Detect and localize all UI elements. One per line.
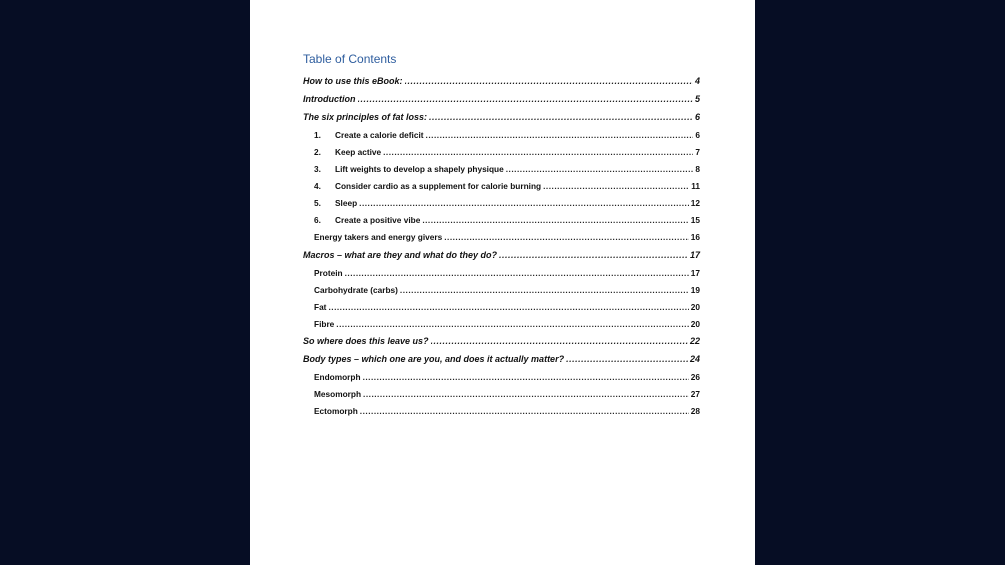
toc-entry-text: Ectomorph — [314, 406, 358, 416]
toc-entry[interactable] — [314, 181, 700, 191]
toc-entry-text: Lift weights to develop a shapely physique — [335, 164, 504, 174]
toc-entry[interactable] — [314, 302, 700, 312]
toc-dot-leader — [429, 112, 693, 122]
toc-entry-number: 3. — [314, 164, 321, 174]
toc-dot-leader — [506, 164, 694, 174]
toc-entry[interactable] — [303, 76, 700, 86]
toc-dot-leader — [328, 302, 688, 312]
toc-entry[interactable] — [314, 164, 700, 174]
toc-dot-leader — [422, 215, 688, 225]
toc-entry[interactable] — [303, 336, 700, 346]
toc-entry-page: 7 — [695, 147, 700, 157]
toc-dot-leader — [499, 250, 688, 260]
toc-entry-text: How to use this eBook: — [303, 76, 403, 86]
toc-title: Table of Contents — [303, 52, 397, 66]
toc-entry[interactable] — [314, 372, 700, 382]
toc-entry-text: Energy takers and energy givers — [314, 232, 443, 242]
toc-entry-text: Endomorph — [314, 372, 361, 382]
toc-entry-text: Macros – what are they and what do they do? — [303, 250, 498, 260]
toc-dot-leader — [444, 232, 689, 242]
toc-entry-page: 19 — [690, 285, 700, 295]
toc-entry[interactable] — [314, 147, 700, 157]
toc-entry-page: 27 — [690, 389, 700, 399]
toc-entry-page: 20 — [690, 319, 700, 329]
toc-entry-page: 28 — [690, 406, 700, 416]
toc-entry-page: 15 — [690, 215, 700, 225]
toc-entry-text: Carbohydrate (carbs) — [314, 285, 398, 295]
toc-dot-leader — [358, 94, 693, 104]
toc-entry[interactable] — [303, 250, 700, 260]
toc-entry[interactable] — [314, 389, 700, 399]
toc-entry-text: The six principles of fat loss: — [303, 112, 428, 122]
toc-entry-number: 6. — [314, 215, 321, 225]
toc-entry-page: 6 — [695, 130, 700, 140]
toc-entry-page: 22 — [689, 336, 700, 346]
toc-dot-leader — [359, 198, 689, 208]
toc-entry-text: Create a calorie deficit — [335, 130, 424, 140]
toc-entry-text: Body types – which one are you, and does it actually matter? — [303, 354, 565, 364]
toc-entry-text: Create a positive vibe — [335, 215, 421, 225]
toc-entry[interactable] — [314, 198, 700, 208]
toc-entry-page: 12 — [690, 198, 700, 208]
toc-entry-text: Mesomorph — [314, 389, 362, 399]
toc-entry-text: Sleep — [335, 198, 358, 208]
toc-entry-text: Protein — [314, 268, 343, 278]
toc-dot-leader — [345, 268, 689, 278]
toc-entry[interactable] — [314, 130, 700, 140]
toc-entry-text: Consider cardio as a supplement for calorie burning — [335, 181, 542, 191]
toc-entry[interactable] — [314, 319, 700, 329]
toc-entry-page: 20 — [690, 302, 700, 312]
toc-entry-text: Introduction — [303, 94, 356, 104]
toc-entry-page: 5 — [694, 94, 700, 104]
toc-entry-text: So where does this leave us? — [303, 336, 429, 346]
toc-entry[interactable] — [303, 354, 700, 364]
toc-entry[interactable] — [314, 268, 700, 278]
toc-dot-leader — [566, 354, 688, 364]
toc-entry-page: 17 — [689, 250, 700, 260]
toc-entry-page: 11 — [691, 181, 700, 191]
toc-entry[interactable] — [303, 112, 700, 122]
toc-dot-leader — [363, 372, 689, 382]
toc-entry-page: 24 — [689, 354, 700, 364]
toc-dot-leader — [383, 147, 693, 157]
toc-dot-leader — [431, 336, 688, 346]
document-page — [250, 0, 755, 565]
toc-entry-page: 6 — [694, 112, 700, 122]
toc-entry-number: 1. — [314, 130, 321, 140]
toc-entry-page: 8 — [695, 164, 700, 174]
toc-entry-text: Fibre — [314, 319, 335, 329]
toc-entry[interactable] — [314, 285, 700, 295]
toc-dot-leader — [405, 76, 693, 86]
toc-entry-number: 4. — [314, 181, 321, 191]
toc-dot-leader — [400, 285, 689, 295]
toc-dot-leader — [360, 406, 689, 416]
toc-entry-page: 26 — [690, 372, 700, 382]
toc-dot-leader — [543, 181, 689, 191]
toc-entry-page: 4 — [694, 76, 700, 86]
toc-dot-leader — [426, 130, 694, 140]
toc-entry-page: 16 — [690, 232, 700, 242]
toc-entry-text: Fat — [314, 302, 327, 312]
toc-entry-text: Keep active — [335, 147, 382, 157]
toc-dot-leader — [336, 319, 688, 329]
toc-entry-number: 5. — [314, 198, 321, 208]
toc-dot-leader — [363, 389, 689, 399]
toc-entry[interactable] — [314, 406, 700, 416]
toc-entry[interactable] — [314, 215, 700, 225]
toc-entry-page: 17 — [690, 268, 700, 278]
toc-entry-number: 2. — [314, 147, 321, 157]
toc-entry[interactable] — [314, 232, 700, 242]
toc-entry[interactable] — [303, 94, 700, 104]
